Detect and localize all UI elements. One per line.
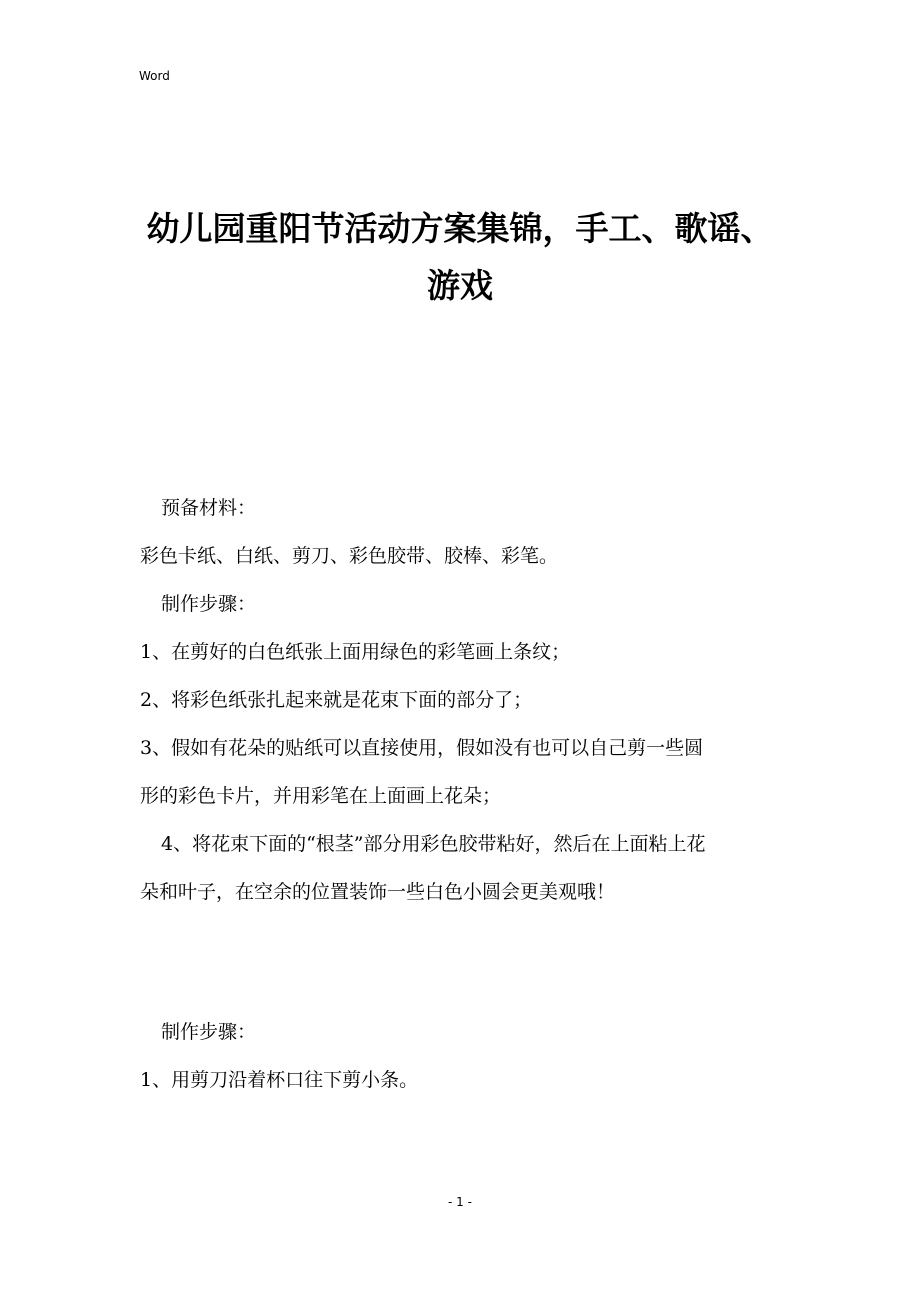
section-2-step-1: 1、用剪刀沿着杯口往下剪小条。 [140,1069,419,1091]
page-title [120,200,800,314]
materials-list: 彩色卡纸、白纸、剪刀、彩色胶带、胶棒、彩笔。 [140,545,559,567]
steps-heading: 制作步骤： [161,593,257,615]
header-label: Word [139,69,170,83]
title-line-2: 游戏 [427,266,493,305]
step-4-line-1: 4、将花束下面的“根茎”部分用彩色胶带粘好，然后在上面粘上花 [161,833,706,855]
step-2: 2、将彩色纸张扎起来就是花束下面的部分了； [140,689,533,711]
step-3-line-1: 3、假如有花朵的贴纸可以直接使用，假如没有也可以自己剪一些圆 [140,737,704,759]
step-3-line-2: 形的彩色卡片，并用彩笔在上面画上花朵； [140,785,502,807]
step-1: 1、在剪好的白色纸张上面用绿色的彩笔画上条纹； [140,641,571,663]
title-line-1: 幼儿园重阳节活动方案集锦，手工、歌谣、 [146,209,774,248]
page-number: - 1 - [448,1195,472,1209]
step-4-line-2: 朵和叶子，在空余的位置装饰一些白色小圆会更美观哦！ [140,881,616,903]
steps-heading-2: 制作步骤： [161,1021,257,1043]
materials-heading: 预备材料： [161,497,257,519]
